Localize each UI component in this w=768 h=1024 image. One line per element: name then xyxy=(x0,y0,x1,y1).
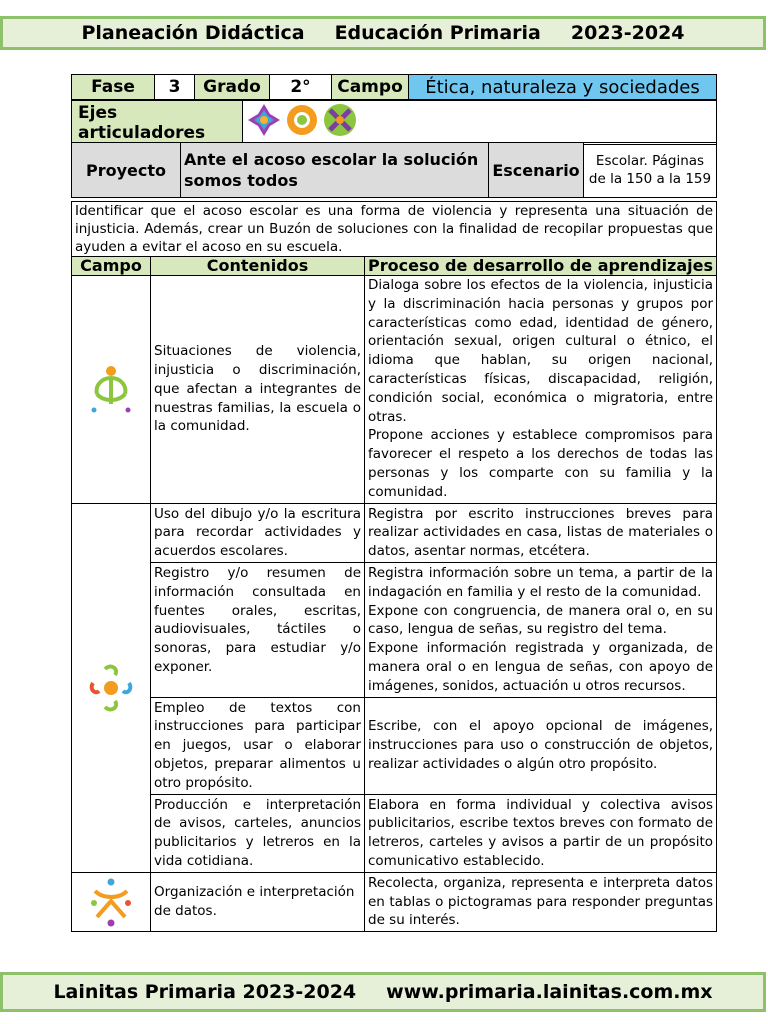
header-contenidos: Contenidos xyxy=(151,257,365,276)
proceso-cell xyxy=(365,276,717,504)
grado-value: 2° xyxy=(270,75,332,100)
info-table xyxy=(71,74,717,100)
saberes-pensamiento-cientifico-icon xyxy=(89,877,133,927)
proceso-cell: Recolecta, organiza, representa e interpreta datos en tablas o pictogramas para responder preguntas de su interés. xyxy=(365,872,717,931)
proceso-paragraph: Dialoga sobre los efectos de la violencia, injusticia y la discriminación hacia personas y grupos por características como edad, identidad de género, orientación sexual, origen cultural o étnico, el idioma que hablan, su origen nacional, características físicas, discapacidad, religión, condición social, económica o migratoria, entre otras. xyxy=(368,277,714,425)
proceso-cell: Registra por escrito instrucciones breves para realizar actividades en casa, listas de materiales o datos, asentar normas, etcétera. xyxy=(365,503,717,562)
contenidos-table xyxy=(71,201,717,932)
contenido-cell: Producción e interpretación de avisos, carteles, anuncios publicitarios y letreros en la vida cotidiana. xyxy=(151,794,365,872)
escenario-label: Escenario xyxy=(489,143,584,198)
ejes-table xyxy=(71,100,717,145)
proyecto-value: Ante el acoso escolar la solución somos todos xyxy=(181,143,489,198)
header-campo: Campo xyxy=(72,257,151,276)
header-banner xyxy=(0,16,766,50)
proceso-cell: Escribe, con el apoyo opcional de imágenes, instrucciones para uso o construcción de objetos, realizar actividades o algún otro propósito. xyxy=(365,697,717,794)
table-row xyxy=(72,562,717,697)
proceso-paragraph: Registra información sobre un tema, a partir de la indagación en familia y el resto de la comunidad. xyxy=(368,564,714,600)
escenario-value: Escolar. Páginas de la 150 a la 159 xyxy=(584,143,717,198)
campo-label: Campo xyxy=(332,75,409,100)
header-title: Planeación Didáctica xyxy=(81,22,305,44)
ejes-articuladores-icons xyxy=(246,102,366,138)
table-row xyxy=(72,276,717,504)
campo-icon-cell xyxy=(72,503,151,872)
campo-icon-cell xyxy=(72,872,151,931)
contenido-cell: Registro y/o resumen de información consultada en fuentes orales, escritas, audiovisuales, táctiles o sonoras, para estudiar y/o exponer. xyxy=(151,562,365,697)
inclusion-icon xyxy=(248,104,280,136)
footer-url[interactable]: www.primaria.lainitas.com.mx xyxy=(386,981,713,1003)
proceso-cell xyxy=(365,562,717,697)
table-row xyxy=(72,697,717,794)
grado-label: Grado xyxy=(195,75,270,100)
proceso-paragraph: Expone con congruencia, de manera oral o, en su caso, lengua de señas, su registro del tema. xyxy=(368,602,714,638)
proceso-paragraph: Expone información registrada y organizada, de manera oral o en lengua de señas, con apoyo de imágenes, sonidos, actuación u otros recursos. xyxy=(368,640,714,694)
fase-label: Fase xyxy=(72,75,155,100)
etica-naturaleza-icon xyxy=(89,364,133,414)
ejes-label: Ejes articuladores xyxy=(72,101,243,145)
campo-icon-cell xyxy=(72,276,151,504)
contenido-cell: Organización e interpretación de datos. xyxy=(151,872,365,931)
footer-site-name: Lainitas Primaria 2023-2024 xyxy=(53,981,357,1003)
contenido-cell: Uso del dibujo y/o la escritura para recordar actividades y acuerdos escolares. xyxy=(151,503,365,562)
header-proceso: Proceso de desarrollo de aprendizajes xyxy=(365,257,717,276)
interculturalidad-icon xyxy=(324,104,356,136)
proyecto-table xyxy=(71,142,717,198)
table-row xyxy=(72,872,717,931)
header-year: 2023-2024 xyxy=(570,22,685,44)
campo-value: Ética, naturaleza y sociedades xyxy=(409,75,717,100)
proyecto-label: Proyecto xyxy=(72,143,181,198)
proceso-cell: Elabora en forma individual y colectiva avisos publicitarios, escribe textos breves con formato de letreros, carteles y avisos a partir de un propósito comunicativo establecido. xyxy=(365,794,717,872)
table-row xyxy=(72,503,717,562)
contenido-cell: Situaciones de violencia, injusticia o discriminación, que afectan a integrantes de nuestras familias, la escuela o la comunidad. xyxy=(151,276,365,504)
ejes-icons xyxy=(243,101,717,145)
footer-banner xyxy=(0,972,766,1012)
proceso-paragraph: Propone acciones y establece compromisos para favorecer el respeto a los derechos de todas las personas y los comparte con su familia y la comunidad. xyxy=(368,427,714,500)
table-row xyxy=(72,794,717,872)
lenguajes-icon xyxy=(89,663,133,713)
contenido-cell: Empleo de textos con instrucciones para participar en juegos, usar o elaborar objetos, preparar alimentos u otro propósito. xyxy=(151,697,365,794)
header-level: Educación Primaria xyxy=(334,22,541,44)
fase-value: 3 xyxy=(155,75,195,100)
pensamiento-critico-icon xyxy=(287,105,317,135)
project-description: Identificar que el acoso escolar es una forma de violencia y representa una situación de injusticia. Además, crear un Buzón de soluciones con la finalidad de recopilar propuestas que ayuden a evitar el acoso en su escuela. xyxy=(72,202,717,257)
